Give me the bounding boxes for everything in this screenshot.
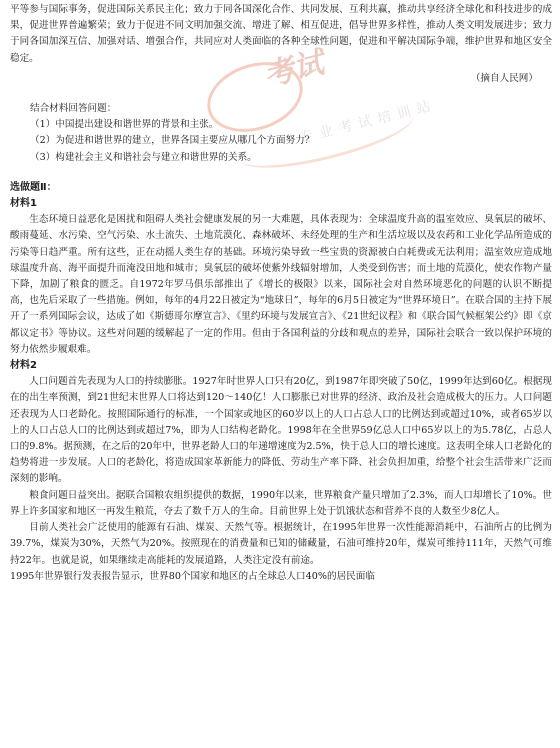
material2-paragraph: 目前人类社会广泛使用的能源有石油、煤炭、天然气等。根据统计，在1995年世界一次性能源消耗中，石油所占的比例为39.7%，煤炭为30%，天然气为20%。按照现在的消费量和已知的储藏量，石油可维持20年，煤炭可维持111年，天然气可维持22年。也就是说，如果继续走高能耗的发展道路，人类注定没有前途。 bbox=[10, 522, 552, 566]
question-list bbox=[10, 117, 552, 166]
spacer bbox=[10, 166, 552, 180]
material2-paragraph: 人口问题首先表现为人口的持续膨胀。1927年时世界人口只有20亿，到1987年即突破了50亿，1999年达到60亿。根据现在的出生率预测，到21世纪末世界人口将达到120～140亿！人口膨胀已对世界的经济、政治及社会造成极大的压力。人口问题还表现为人口老龄化。按照国际通行的标准，一个国家或地区的60岁以上的人口占总人口的比例达到或超过10%，或者65岁以上的人口占总人口的比例达到或超过7%，即为人口结构老龄化。1998年在全世界59亿总人口中65岁以上的为5.78亿，占总人口的9.8%。据预测，在之后的20年中，世界老龄人口的年递增速度为2.5%，快于总人口的增长速度。这表明全球人口老龄化的趋势将进一步发展。人口的老龄化，将造成国家革新能力的降低、劳动生产率下降、社会负担加重，给整个社会生活带来广泛而深刻的影响。 bbox=[10, 376, 552, 485]
material2-paragraph: 粮食问题日益突出。据联合国粮农组织提供的数据，1990年以来，世界粮食产量只增加了2.3%，而人口却增长了10%。世界上许多国家和地区一再发生粮荒，夺去了数千万人的生命。目前世界上处于饥饿状态和营养不良的人数至少8亿人。 bbox=[10, 489, 552, 517]
spacer bbox=[10, 87, 552, 101]
material2-title: 材料2 bbox=[10, 360, 37, 372]
question-item: （3）构建社会主义和谐社会与建立和谐世界的关系。 bbox=[30, 151, 257, 163]
material1-title: 材料1 bbox=[10, 198, 37, 210]
section-title: 选做题Ⅱ： bbox=[10, 181, 57, 193]
material1-text: 生态环境日益恶化是困扰和阻碍人类社会健康发展的另一大难题，具体表现为：全球温度升高的温室效应、臭氧层的破坏、酸雨蔓延、水污染、空气污染、水土流失、土地荒漠化、森林破坏、未经处理的生产和生活垃圾以及农药和工业化学品所造成的污染等日趋严重。所有这些，正在动摇人类生存的基础。环境污染导致一些宝贵的资源被白白耗费或无法利用；温室效应造成地球温度升高、海平面提升而淹没田地和城市；臭氧层的破坏使紫外线辐射增加，人类受到伤害；而土地的荒漠化，使农作物产量下降，加剧了粮食的匮乏。自1972年罗马俱乐部推出了《增长的极限》以来，国际社会对自然环境恶化的问题的认识不断提高，也先后采取了一些措施。例如，每年的4月22日被定为“地球日”，每年的6月5日被定为“世界环境日”。在联合国的主持下展开了一系列国际会议，达成了如《斯德哥尔摩宣言》、《里约环境与发展宣言》、《21世纪议程》和《联合国气候框架公约》即《京都议定书》等协议。这些对问题的缓解起了一定的作用。但由于各国利益的分歧和观点的差异，国际社会联合一致以保护环境的努力依然步履艰难。 bbox=[10, 214, 552, 355]
material2-last-line: 1995年世界银行发表报告显示，世界80个国家和地区的占全球总人口40%的居民面临 bbox=[10, 570, 375, 582]
watermark-brand: 考试 bbox=[260, 45, 328, 94]
top-paragraph: 平等参与国际事务，促进国际关系民主化；致力于同各国深化合作、共同发展、互利共赢，推动共享经济全球化和科技进步的成果，促进世界普遍繁荣；致力于促进不同文明加强交流、增进了解、相互促进，倡导世界多样性，推动人类文明发展进步；致力于同各国加深互信、加强对话、增强合作，共同应对人类面临的各种全球性问题，促进和平解决国际争端，维护世界和地区安全稳定。 bbox=[10, 4, 552, 64]
question-item: （2）为促进和谐世界的建立，世界各国主要应从哪几个方面努力？ bbox=[30, 135, 315, 147]
question-item: （1）中国提出建设和谐世界的背景和主张。 bbox=[30, 119, 219, 131]
questions-intro: 结合材料回答问题： bbox=[30, 103, 117, 115]
source-citation: （摘自人民网） bbox=[470, 72, 538, 84]
watermark-slogan: 专业考试培训站 bbox=[298, 97, 438, 147]
